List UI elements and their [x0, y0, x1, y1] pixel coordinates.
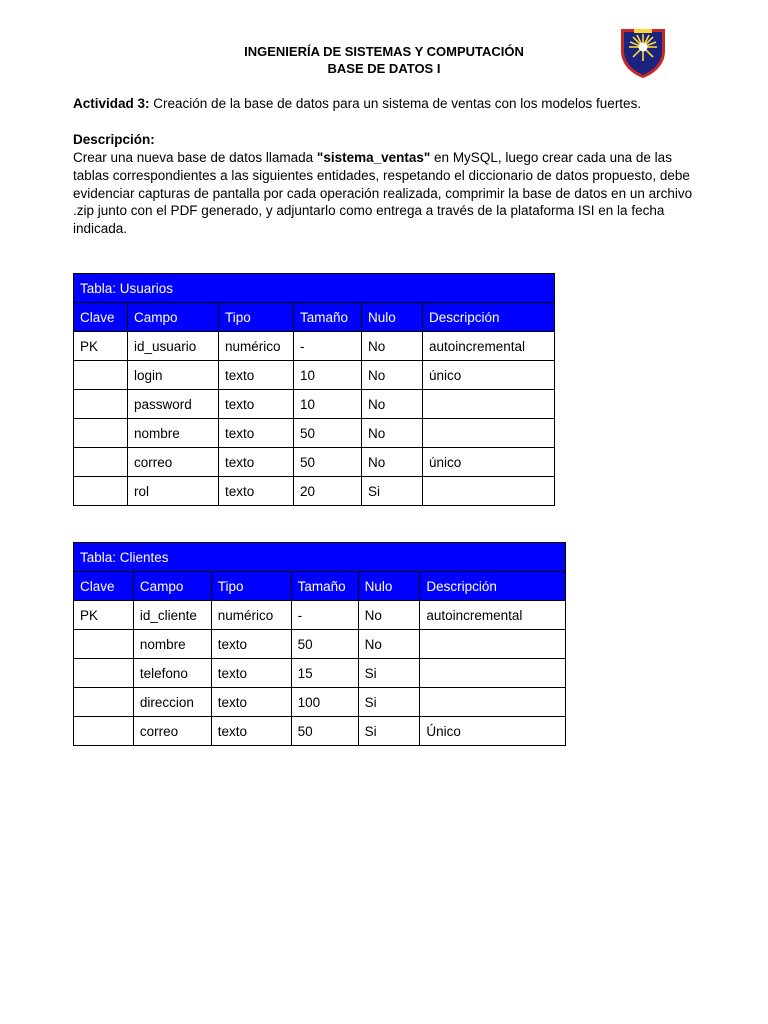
table-row: [74, 390, 555, 419]
table-cell: texto: [219, 390, 294, 419]
table-title: Tabla: Usuarios: [74, 274, 555, 303]
header-title: INGENIERÍA DE SISTEMAS Y COMPUTACIÓN: [244, 44, 524, 59]
table-cell: texto: [211, 717, 291, 746]
table-cell: único: [423, 361, 555, 390]
table-cell: [420, 688, 566, 717]
table-cell: No: [362, 390, 423, 419]
table-cell: password: [128, 390, 219, 419]
table-cell: direccion: [133, 688, 211, 717]
table-cell: 50: [291, 630, 358, 659]
table-cell: 15: [291, 659, 358, 688]
column-header: Campo: [133, 572, 211, 601]
table-cell: 10: [294, 390, 362, 419]
table-cell: único: [423, 448, 555, 477]
table-cell: No: [362, 332, 423, 361]
table-cell: Si: [362, 477, 423, 506]
table-cell: 20: [294, 477, 362, 506]
table-cell: No: [358, 601, 420, 630]
table-cell: texto: [219, 477, 294, 506]
table-row: [74, 717, 566, 746]
table-cell: correo: [128, 448, 219, 477]
table-cell: rol: [128, 477, 219, 506]
table-cell: numérico: [211, 601, 291, 630]
column-header: Nulo: [358, 572, 420, 601]
column-header: Campo: [128, 303, 219, 332]
table-cell: texto: [211, 688, 291, 717]
table-cell: -: [291, 601, 358, 630]
table-cell: texto: [219, 448, 294, 477]
table-row: [74, 419, 555, 448]
table-cell: [423, 477, 555, 506]
table-cell: nombre: [133, 630, 211, 659]
activity-label: Actividad 3:: [73, 96, 150, 111]
description-text-before: Crear una nueva base de datos llamada: [73, 150, 317, 165]
column-header: Clave: [74, 303, 128, 332]
column-header: Tipo: [219, 303, 294, 332]
table-cell: id_usuario: [128, 332, 219, 361]
table-cell: PK: [74, 332, 128, 361]
table-cell: [74, 448, 128, 477]
column-header: Clave: [74, 572, 134, 601]
column-header: Tamaño: [294, 303, 362, 332]
university-shield-logo: [618, 25, 668, 79]
table-title-row: [74, 274, 555, 303]
table-cell: [420, 659, 566, 688]
table-cell: [74, 659, 134, 688]
table-cell: texto: [211, 659, 291, 688]
table-row: [74, 659, 566, 688]
table-cell: correo: [133, 717, 211, 746]
database-name: "sistema_ventas": [316, 150, 431, 165]
description-text-after: en MySQL, luego crear cada una de las tablas correspondientes a las siguientes entidades, respetando el diccionario de datos propuesto, debe evidenciar capturas de pantalla por cada operación realizada, comprimir la base de datos en un archivo .zip junto con el PDF generado, y adjuntarlo como entrega a través de la plataforma ISI en la fecha indicada.: [73, 150, 693, 237]
table-title: Tabla: Clientes: [74, 543, 566, 572]
table-cell: [74, 688, 134, 717]
activity-paragraph: [73, 95, 693, 113]
table-header-row: [74, 303, 555, 332]
table-cell: PK: [74, 601, 134, 630]
table-cell: Si: [358, 659, 420, 688]
table-cell: numérico: [219, 332, 294, 361]
table-cell: Si: [358, 717, 420, 746]
table-cell: login: [128, 361, 219, 390]
table-title-row: [74, 543, 566, 572]
table-cell: id_cliente: [133, 601, 211, 630]
table-row: [74, 332, 555, 361]
table-usuarios: [73, 273, 555, 506]
table-cell: [74, 477, 128, 506]
table-cell: No: [358, 630, 420, 659]
table-cell: texto: [219, 361, 294, 390]
table-row: [74, 601, 566, 630]
table-cell: [74, 419, 128, 448]
table-cell: 50: [294, 448, 362, 477]
table-cell: 50: [291, 717, 358, 746]
table-cell: No: [362, 419, 423, 448]
header-subtitle: BASE DE DATOS I: [327, 61, 441, 76]
table-row: [74, 361, 555, 390]
table-cell: No: [362, 361, 423, 390]
column-header: Descripción: [420, 572, 566, 601]
table-clientes: [73, 542, 566, 746]
table-cell: [74, 361, 128, 390]
table-cell: autoincremental: [423, 332, 555, 361]
column-header: Nulo: [362, 303, 423, 332]
column-header: Descripción: [423, 303, 555, 332]
table-cell: [74, 630, 134, 659]
table-cell: 50: [294, 419, 362, 448]
table-cell: No: [362, 448, 423, 477]
table-cell: [423, 419, 555, 448]
table-cell: Si: [358, 688, 420, 717]
table-cell: [74, 717, 134, 746]
table-cell: nombre: [128, 419, 219, 448]
table-cell: 100: [291, 688, 358, 717]
table-cell: [423, 390, 555, 419]
table-cell: autoincremental: [420, 601, 566, 630]
activity-text: Creación de la base de datos para un sistema de ventas con los modelos fuertes.: [149, 96, 642, 111]
table-cell: Único: [420, 717, 566, 746]
table-row: [74, 688, 566, 717]
table-cell: texto: [219, 419, 294, 448]
table-row: [74, 448, 555, 477]
table-cell: telefono: [133, 659, 211, 688]
table-cell: -: [294, 332, 362, 361]
table-row: [74, 630, 566, 659]
table-header-row: [74, 572, 566, 601]
column-header: Tipo: [211, 572, 291, 601]
table-cell: texto: [211, 630, 291, 659]
table-row: [74, 477, 555, 506]
table-cell: 10: [294, 361, 362, 390]
description-paragraph: [73, 149, 693, 238]
column-header: Tamaño: [291, 572, 358, 601]
description-title: Descripción:: [73, 132, 155, 147]
table-cell: [74, 390, 128, 419]
table-cell: [420, 630, 566, 659]
